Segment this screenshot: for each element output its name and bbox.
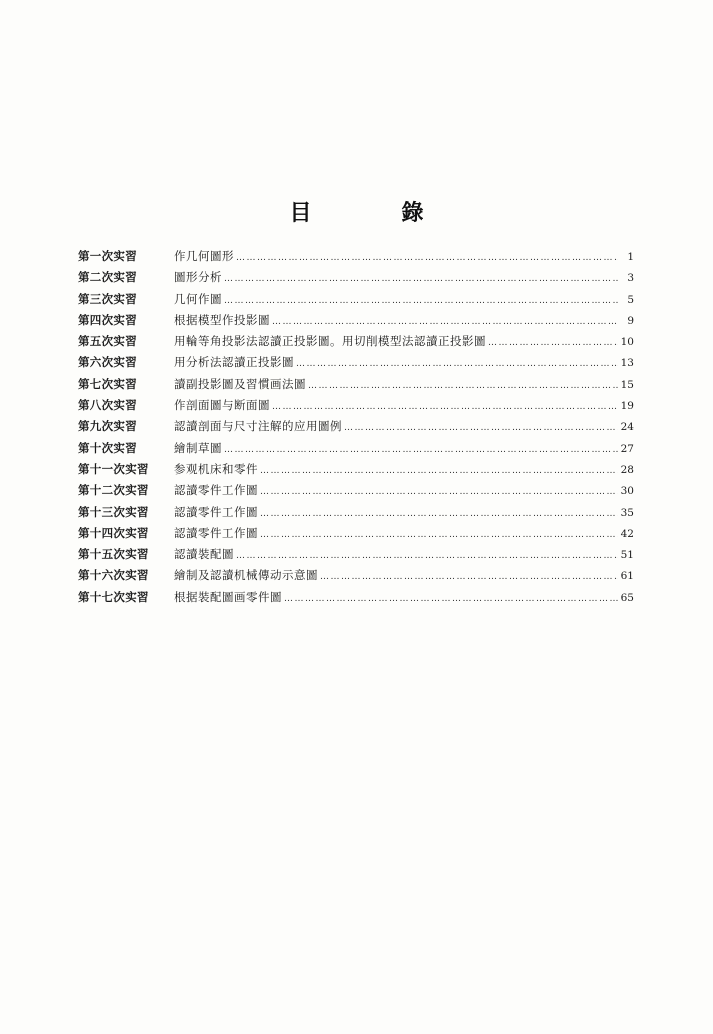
toc-entry-label: 第十一次实習: [78, 461, 149, 476]
toc-entry-title: 根据模型作投影圖: [174, 312, 270, 327]
toc-entry-title: 讀副投影圖及習慣画法圖: [174, 376, 306, 391]
toc-leader-dots: [224, 269, 618, 290]
toc-entry-label: 第六次实習: [78, 355, 137, 370]
toc-entry-13: [78, 502, 634, 523]
toc-entry-page: 30: [620, 485, 634, 498]
toc-entry-8: [78, 395, 634, 416]
toc-entry-title: 用輪等角投影法認讀正投影圖。用切削模型法認讀正投影圖: [174, 334, 486, 349]
toc-entry-title: 用分析法認讀正投影圖: [174, 355, 294, 370]
toc-entry-title: 繪制草圖: [174, 440, 222, 455]
toc-entry-title: 認讀裝配圖: [174, 547, 234, 562]
toc-entry-title: 認讀零件工作圖: [174, 504, 258, 519]
toc-entry-9: [78, 416, 634, 437]
toc-leader-dots: [488, 333, 618, 354]
toc-entry-page: 65: [620, 591, 634, 604]
toc-leader-dots: [344, 418, 618, 439]
toc-entry-page: 28: [620, 463, 634, 476]
toc-entry-title: 作剖面圖与断面圖: [174, 398, 270, 413]
toc-entry-page: 27: [620, 442, 634, 455]
toc-entry-page: 24: [620, 421, 634, 434]
toc-entry-page: 19: [620, 400, 634, 413]
page-title: 目 錄: [289, 201, 458, 226]
toc-entry-label: 第二次实習: [78, 270, 137, 285]
toc-entry-label: 第七次实習: [78, 376, 137, 391]
toc-entry-label: 第九次实習: [78, 419, 137, 434]
toc-entry-1: [78, 246, 634, 267]
toc-entry-title: 繪制及認讀机械傳动示意圖: [174, 568, 318, 583]
toc-entry-title: 几何作圖: [174, 291, 222, 306]
toc-entry-label: 第八次实習: [78, 398, 137, 413]
toc-entry-label: 第十六次实習: [78, 568, 149, 583]
toc-entry-title: 認讀零件工作圖: [174, 525, 258, 540]
toc-leader-dots: [260, 461, 618, 482]
toc-entry-page: 13: [620, 357, 634, 370]
toc-entry-label: 第一次实習: [78, 249, 137, 263]
toc-leader-dots: [260, 482, 618, 503]
toc-entry-label: 第十七次实習: [78, 589, 149, 604]
toc-entry-title: 認讀零件工作圖: [174, 483, 258, 498]
toc-entry-7: [78, 374, 634, 395]
toc-entry-title: 圖形分析: [174, 270, 222, 285]
toc-entry-4: [78, 310, 634, 331]
toc-entry-page: 42: [620, 527, 634, 540]
toc-entry-page: 3: [627, 272, 634, 285]
toc-entry-10: [78, 438, 634, 459]
toc-leader-dots: [284, 589, 618, 610]
toc-entry-11: [78, 459, 634, 480]
toc-entry-label: 第十四次实習: [78, 525, 149, 540]
toc-entry-label: 第十三次实習: [78, 504, 149, 519]
toc-entry-page: 15: [620, 378, 634, 391]
toc-entry-label: 第四次实習: [78, 312, 137, 327]
toc-leader-dots: [260, 525, 618, 546]
toc-entry-title: 根据裝配圖画零件圖: [174, 589, 282, 604]
toc-entry-17: [78, 587, 634, 608]
toc-entry-page: 51: [620, 549, 634, 562]
toc-entry-page: 5: [627, 293, 634, 306]
toc-entry-6: [78, 352, 634, 373]
toc-entry-5: [78, 331, 634, 352]
toc-entry-title: 作几何圖形: [174, 249, 234, 263]
toc-leader-dots: [224, 440, 618, 461]
toc-entry-label: 第三次实習: [78, 291, 137, 306]
toc-entry-2: [78, 267, 634, 288]
toc-entry-page: 9: [627, 314, 634, 327]
toc-leader-dots: [236, 546, 618, 567]
toc-entry-page: 10: [620, 336, 634, 349]
toc-entry-page: 35: [620, 506, 634, 519]
toc-leader-dots: [308, 376, 618, 397]
toc-entry-title: 認讀剖面与尺寸注解的应用圖例: [174, 419, 342, 434]
toc-leader-dots: [272, 397, 618, 418]
toc-entry-label: 第十五次实習: [78, 547, 149, 562]
toc-leader-dots: [224, 291, 618, 312]
toc-entry-15: [78, 544, 634, 565]
toc-leader-dots: [236, 248, 618, 269]
toc-entry-label: 第十次实習: [78, 440, 137, 455]
toc-entry-16: [78, 565, 634, 586]
toc-leader-dots: [296, 354, 618, 375]
toc-entry-3: [78, 289, 634, 310]
toc-entry-12: [78, 480, 634, 501]
toc-leader-dots: [260, 504, 618, 525]
toc-entry-14: [78, 523, 634, 544]
toc-leader-dots: [320, 567, 618, 588]
toc-entry-label: 第五次实習: [78, 334, 137, 349]
toc-leader-dots: [272, 312, 618, 333]
toc-entry-page: 1: [627, 251, 634, 263]
table-of-contents: [78, 246, 634, 608]
toc-entry-title: 参观机床和零件: [174, 461, 258, 476]
toc-entry-label: 第十二次实習: [78, 483, 149, 498]
toc-entry-page: 61: [620, 570, 634, 583]
